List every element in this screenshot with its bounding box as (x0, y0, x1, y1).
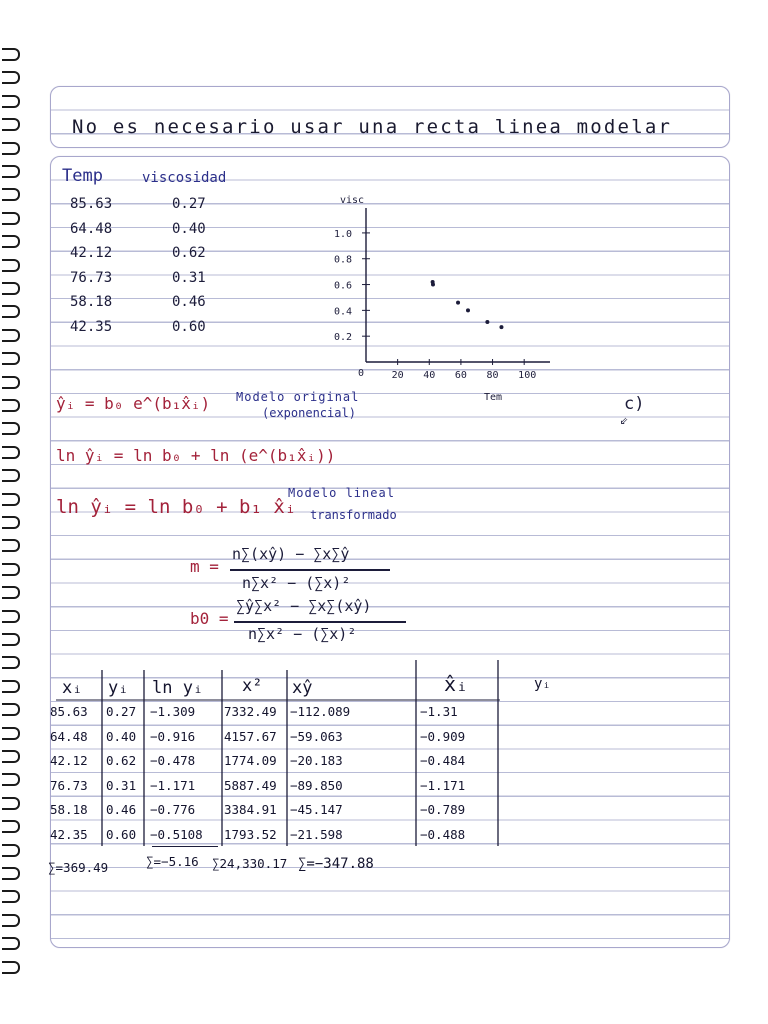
spiral-coil (2, 352, 20, 365)
spiral-coil (2, 961, 20, 974)
slope-numerator: n∑(xŷ) − ∑x∑ŷ (232, 545, 350, 563)
spiral-coil (2, 259, 20, 272)
spiral-coil (2, 727, 20, 740)
lny-value: −0.776 (150, 802, 196, 818)
spiral-coil (2, 890, 20, 903)
spiral-coil (2, 235, 20, 248)
x-axis-label: Tem (484, 392, 503, 403)
spiral-coil (2, 586, 20, 599)
xhat-value: −0.484 (420, 753, 466, 769)
spiral-coil (2, 118, 20, 131)
y-tick-label: 0.2 (334, 332, 353, 344)
spiral-coil (2, 750, 20, 763)
x-tick-label: 60 (454, 370, 467, 381)
linear-model-note-2: transformado (310, 508, 397, 522)
spiral-coil (2, 656, 20, 669)
slope-label: m = (190, 557, 219, 576)
calc-header-xy: xŷ (292, 678, 313, 698)
temp-value: 76.73 (70, 269, 113, 286)
spiral-coil (2, 820, 20, 833)
original-model-note-1: Modelo original (236, 390, 360, 404)
xy-value: −89.850 (290, 777, 343, 793)
y-tick-label: 0.6 (334, 280, 353, 292)
xy-value: −45.147 (290, 802, 343, 818)
x-value: 64.48 (50, 728, 88, 744)
spiral-coil (2, 329, 20, 342)
x2-value: 3384.91 (224, 802, 277, 818)
spiral-coil (2, 563, 20, 576)
spiral-coil (2, 188, 20, 201)
x-tick-label: 40 (423, 370, 436, 381)
linear-model-note-1: Modelo lineal (288, 486, 395, 500)
slope-denominator: n∑x² − (∑x)² (242, 574, 351, 592)
y-value: 0.62 (106, 753, 137, 769)
visc-value: 0.27 (172, 196, 206, 212)
arrow-icon: ⇙ (620, 412, 629, 428)
lny-value: −0.5108 (150, 827, 203, 842)
spiral-binding (0, 40, 22, 980)
x-value: 42.12 (50, 753, 88, 769)
spiral-coil (2, 680, 20, 693)
spiral-coil (2, 493, 20, 506)
x-value: 42.35 (50, 827, 88, 842)
lny-underline (152, 846, 218, 847)
sum-x2: ∑24,330.17 (212, 856, 288, 871)
spiral-coil (2, 305, 20, 318)
calc-header-x: xᵢ (62, 678, 83, 698)
visc-value: 0.60 (172, 319, 206, 335)
spiral-coil (2, 212, 20, 225)
spiral-coil (2, 633, 20, 646)
spiral-coil (2, 867, 20, 880)
y-tick-label: 0.8 (334, 254, 353, 266)
temp-value: 85.63 (70, 196, 113, 212)
linear-model-equation: ln ŷᵢ = ln b₀ + b₁ x̂ᵢ (56, 496, 297, 518)
spiral-coil (2, 469, 20, 482)
x2-value: 1793.52 (224, 827, 277, 842)
calc-header-y: yᵢ (108, 678, 129, 698)
spiral-coil (2, 773, 20, 786)
ln-expansion-equation: ln ŷᵢ = ln b₀ + ln (e^(b₁x̂ᵢ)) (56, 446, 336, 465)
original-model-equation: ŷᵢ = b₀ e^(b₁x̂ᵢ) (56, 394, 211, 413)
spiral-coil (2, 797, 20, 810)
x-tick-label: 20 (391, 370, 404, 381)
spiral-coil (2, 142, 20, 155)
x-value: 58.18 (50, 802, 88, 818)
xy-value: −21.598 (290, 827, 343, 842)
visc-value: 0.31 (172, 269, 206, 286)
xy-value: −20.183 (290, 753, 343, 769)
lny-value: −0.916 (150, 728, 196, 744)
top-note-text: No es necesario usar una recta linea modelar (72, 116, 673, 138)
xhat-value: −0.909 (420, 728, 466, 744)
xhat-value: −0.488 (420, 827, 466, 842)
x2-value: 7332.49 (224, 704, 277, 719)
sum-lny: ∑=−5.16 (146, 854, 199, 869)
xy-value: −112.089 (290, 704, 351, 719)
spiral-coil (2, 703, 20, 716)
lny-value: −1.171 (150, 777, 196, 793)
slope-fraction-line (230, 569, 390, 571)
temp-value: 64.48 (70, 220, 113, 237)
calc-header-lny: ln yᵢ (152, 678, 204, 698)
spiral-coil (2, 914, 20, 927)
x-value: 76.73 (50, 777, 88, 793)
x2-value: 5887.49 (224, 777, 277, 793)
y-value: 0.60 (106, 827, 137, 842)
xy-value: −59.063 (290, 728, 343, 744)
y-value: 0.40 (106, 728, 137, 744)
data-header-visc: viscosidad (142, 170, 227, 186)
temp-value: 42.12 (70, 245, 113, 262)
origin-label: 0 (358, 368, 365, 379)
spiral-coil (2, 610, 20, 623)
y-axis-label: visc (340, 195, 365, 206)
y-value: 0.27 (106, 704, 137, 719)
y-tick-label: 1.0 (334, 228, 353, 240)
sum-xy: ∑=−347.88 (298, 856, 374, 872)
spiral-coil (2, 844, 20, 857)
intercept-fraction-line (234, 621, 406, 623)
visc-value: 0.40 (172, 220, 206, 237)
y-value: 0.31 (106, 777, 137, 793)
y-tick-label: 0.4 (334, 306, 353, 318)
spiral-coil (2, 446, 20, 459)
spiral-coil (2, 165, 20, 178)
x2-value: 4157.67 (224, 728, 277, 744)
spiral-coil (2, 516, 20, 529)
temp-value: 42.35 (70, 319, 113, 335)
spiral-coil (2, 71, 20, 84)
spiral-coil (2, 282, 20, 295)
intercept-numerator: ∑ŷ∑x² − ∑x∑(xŷ) (236, 597, 372, 615)
xhat-value: −1.31 (420, 704, 458, 719)
temp-value: 58.18 (70, 294, 113, 311)
x2-value: 1774.09 (224, 753, 277, 769)
spiral-coil (2, 937, 20, 950)
lny-value: −1.309 (150, 704, 196, 719)
spiral-coil (2, 399, 20, 412)
data-header-temp: Temp (62, 166, 103, 186)
spiral-coil (2, 376, 20, 389)
visc-value: 0.46 (172, 294, 206, 311)
x-tick-label: 100 (518, 370, 537, 381)
sum-x: ∑=369.49 (48, 860, 109, 875)
spiral-coil (2, 422, 20, 435)
calc-header-xhat: x̂ᵢ (444, 672, 469, 696)
xhat-value: −0.789 (420, 802, 466, 818)
x-tick-label: 80 (486, 370, 499, 381)
spiral-coil (2, 48, 20, 61)
original-model-note-2: (exponencial) (262, 406, 356, 420)
calc-header-x2: x² (242, 676, 263, 696)
visc-value: 0.62 (172, 245, 206, 262)
section-label-c: c) (624, 394, 645, 414)
x-value: 85.63 (50, 704, 88, 719)
intercept-denominator: n∑x² − (∑x)² (248, 625, 357, 643)
calc-header-yi: yᵢ (534, 676, 551, 692)
xhat-value: −1.171 (420, 777, 466, 793)
intercept-label: b0 = (190, 609, 229, 628)
spiral-coil (2, 95, 20, 108)
y-value: 0.46 (106, 802, 137, 818)
lny-value: −0.478 (150, 753, 196, 769)
spiral-coil (2, 539, 20, 552)
